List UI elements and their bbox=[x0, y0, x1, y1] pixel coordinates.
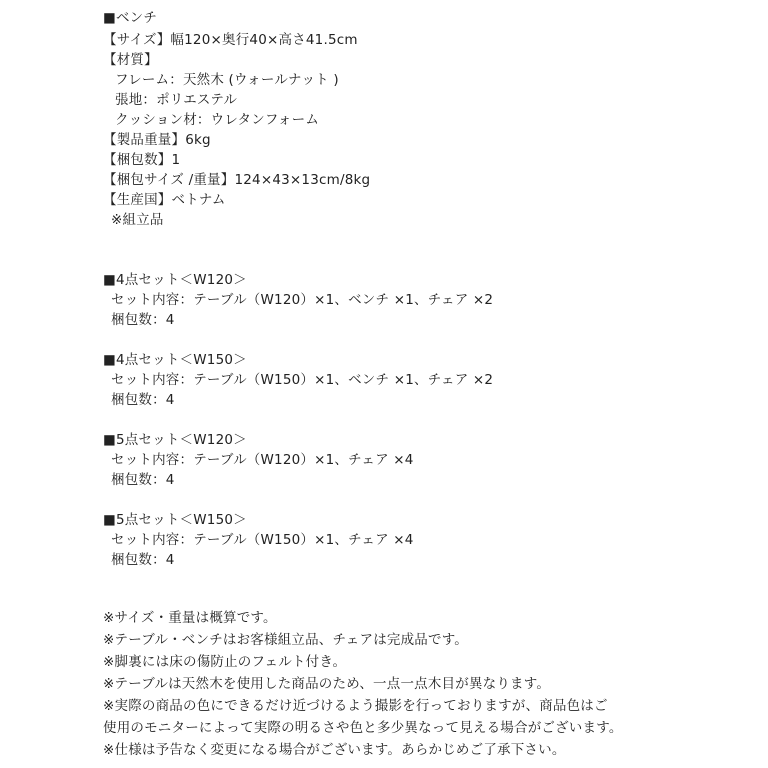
set-title: ■5点セット＜W150＞ bbox=[103, 512, 247, 528]
bench-origin: 【生産国】ベトナム bbox=[103, 192, 226, 208]
bench-packages: 【梱包数】1 bbox=[103, 152, 181, 168]
set-contents: セット内容：テーブル（W150）×1、チェア ×4 bbox=[111, 532, 414, 548]
set-packages: 梱包数：4 bbox=[111, 552, 175, 568]
set-title: ■5点セット＜W120＞ bbox=[103, 432, 247, 448]
note-line: ※テーブルは天然木を使用した商品のため、一点一点木目が異なります。 bbox=[103, 676, 551, 692]
set-contents: セット内容：テーブル（W120）×1、ベンチ ×1、チェア ×2 bbox=[111, 292, 494, 308]
set-contents: セット内容：テーブル（W120）×1、チェア ×4 bbox=[111, 452, 414, 468]
note-line: ※実際の商品の色にできるだけ近づけるよう撮影を行っておりますが、商品色はご bbox=[103, 698, 608, 714]
bench-size: 【サイズ】幅120×奥行40×高さ41.5cm bbox=[103, 32, 358, 48]
set-packages: 梱包数：4 bbox=[111, 312, 175, 328]
note-line: ※サイズ・重量は概算です。 bbox=[103, 610, 277, 626]
bench-assembly: ※組立品 bbox=[111, 212, 164, 228]
bench-heading: ■ベンチ bbox=[103, 10, 158, 26]
set-title: ■4点セット＜W120＞ bbox=[103, 272, 247, 288]
bench-material-heading: 【材質】 bbox=[103, 52, 158, 68]
bench-frame: フレーム：天然木 (ウォールナット ) bbox=[115, 72, 339, 88]
bench-package-size: 【梱包サイズ /重量】124×43×13cm/8kg bbox=[103, 172, 371, 188]
set-packages: 梱包数：4 bbox=[111, 472, 175, 488]
set-packages: 梱包数：4 bbox=[111, 392, 175, 408]
set-contents: セット内容：テーブル（W150）×1、ベンチ ×1、チェア ×2 bbox=[111, 372, 494, 388]
note-line: ※仕様は予告なく変更になる場合がございます。あらかじめご了承下さい。 bbox=[103, 742, 566, 758]
bench-upholstery: 張地：ポリエステル bbox=[115, 92, 238, 108]
note-line: 使用のモニターによって実際の明るさや色と多少異なって見える場合がございます。 bbox=[103, 720, 623, 736]
set-title: ■4点セット＜W150＞ bbox=[103, 352, 247, 368]
bench-cushion: クッション材：ウレタンフォーム bbox=[115, 112, 320, 128]
note-line: ※脚裏には床の傷防止のフェルト付き。 bbox=[103, 654, 347, 670]
note-line: ※テーブル・ベンチはお客様組立品、チェアは完成品です。 bbox=[103, 632, 469, 648]
bench-weight: 【製品重量】6kg bbox=[103, 132, 211, 148]
